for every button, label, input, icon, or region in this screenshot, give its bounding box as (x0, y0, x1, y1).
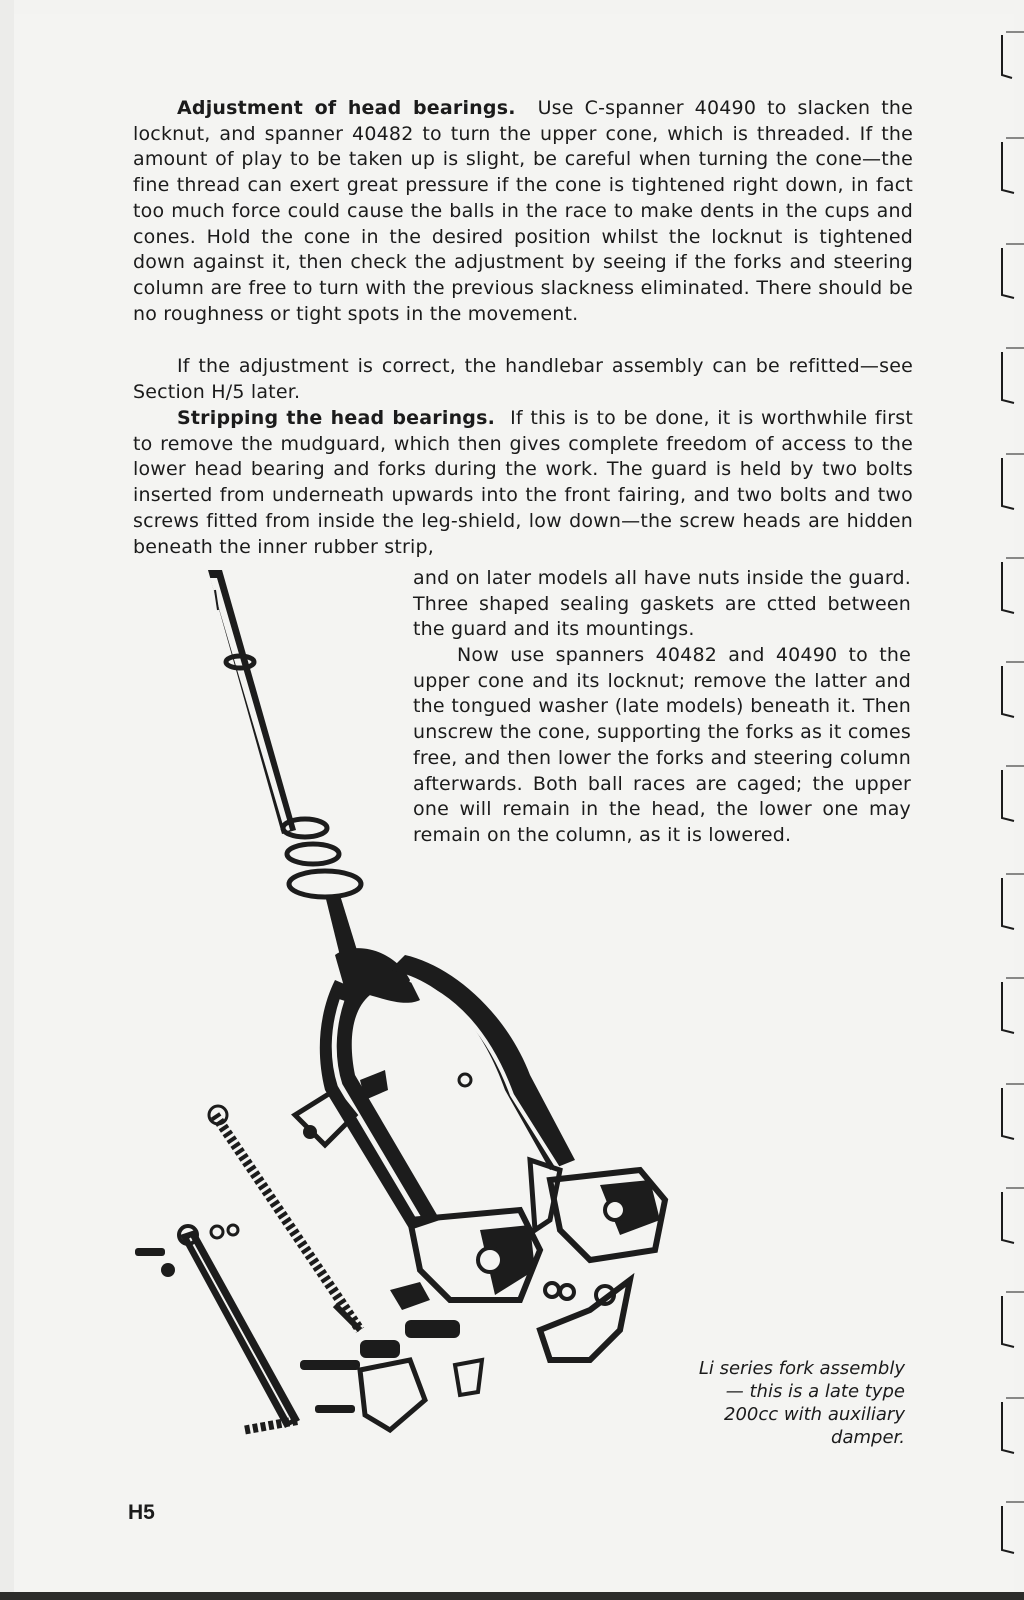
paragraph-gaskets: and on later models all have nuts inside the guard. Three shaped sealing gaskets are ctted between the guard and its mountings. (413, 567, 911, 641)
index-tab-strip (984, 30, 1024, 1570)
text-spanners: Now use spanners 40482 and 40490 to the upper cone and its locknut; remove the latter and the tongued washer (late models) beneath it. Then unscrew the cone, supporting the forks as it comes free, and then lower the forks and steering column afterwards. Both ball races are caged; the upper one will remain in the head, the lower one may remain on the column, as it is lowered. (413, 644, 911, 846)
steering-column (208, 570, 296, 834)
heading-adjustment: Adjustment of head bearings. (177, 97, 516, 119)
fork-leg-right (390, 955, 575, 1170)
page-bottom-edge (0, 1592, 1024, 1600)
page-folio: H5 (128, 1501, 155, 1524)
brake-anchor (540, 1280, 630, 1360)
text-adjustment: Use C-spanner 40490 to slacken the locknut, and spanner 40482 to turn the upper cone, which is threaded. If the amount of play to be taken up is slight, be careful when turning the cone—the fine thread can exert great pressure if the cone is tightened right down, in fact too much force could cause the balls in the race to make dents in the cups and cones. Hold the cone in the desired position whilst the locknut is tightened down against it, then check the adjustment by seeing if the forks and steering column are free to turn with the previous slackness eliminated. There should be no roughness or tight spots in the movement. (133, 97, 913, 325)
paragraph-adjustment (133, 96, 913, 327)
text-refit: If the adjustment is correct, the handlebar assembly can be refitted—see Section H/5 later. (133, 355, 913, 403)
text-stripping: If this is to be done, it is worthwhile first to remove the mudguard, which then gives complete freedom of access to the lower head bearing and forks during the work. The guard is held by two bolts inserted from underneath upwards into the front fairing, and two bolts and two screws fitted from inside the leg-shield, low down—the screw heads are hidden beneath the inner rubber strip, (133, 407, 913, 558)
heading-stripping: Stripping the head bearings. (177, 407, 496, 429)
paragraph-stripping (133, 406, 913, 560)
fork-assembly-drawing (120, 570, 700, 1470)
figure-caption: Li series fork assembly— this is a late type 200cc with auxiliary damper. (698, 1358, 905, 1448)
auxiliary-damper (179, 1226, 300, 1430)
paragraph-refit (133, 354, 913, 405)
page-gutter (0, 0, 14, 1600)
